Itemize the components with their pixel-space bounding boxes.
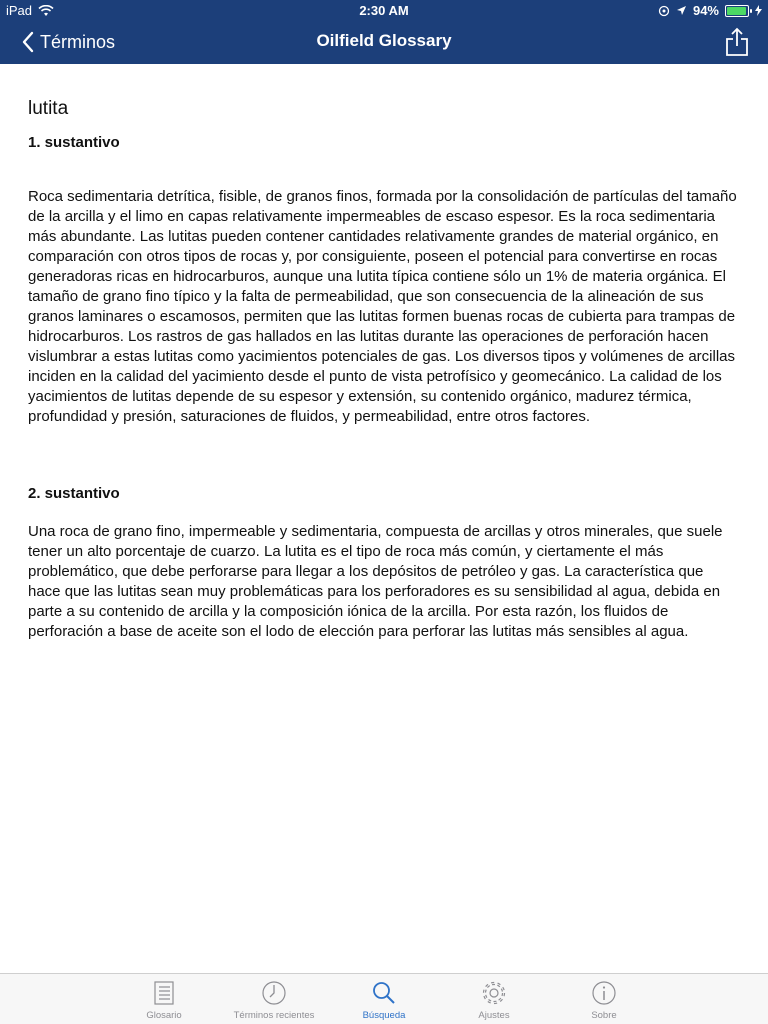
battery-icon [725,5,749,17]
back-button-label: Términos [40,31,116,52]
sense-1-heading: 1. sustantivo [28,134,120,151]
gear-icon [479,978,509,1008]
sense-1-definition: Roca sedimentaria detrítica, fisible, de granos finos, formada por la consolidación de partículas del tamaño de la arcilla y el limo en capas relativamente impermeables de escaso espesor. Es la roca sedimentaria más abundante. Las lutitas pueden contener cantidades relativamente grandes de material orgánico, en comparación con otros tipos de rocas y, por consiguiente, poseen el potencial para convertirse en rocas generadoras ricas en hidrocarburos, aunque una lutita típica contiene sólo un 1% de materia orgánica. El tamaño de grano fino típico y la falta de permeabilidad, que son consecuencia de la alineación de sus granos laminares o escamosos, permiten que las lutitas formen buenas rocas de cubierta para trampas de hidrocarburos. Los rastros de gas hallados en las lutitas durante las operaciones de perforación hacen vislumbrar a estas lutitas como yacimientos potenciales de gas. Los diversos tipos y volúmenes de arcillas inciden en la calidad del yacimiento desde el punto de vista petrofísico y geomecánico. La calidad de los yacimientos de lutitas depende de su espesor y extensión, su contenido orgánico, madurez térmica, profundidad y presión, saturaciones de fluidos, y permeabilidad, entre otros factores. [28,188,737,425]
sense-2-definition: Una roca de grano fino, impermeable y sedimentaria, compuesta de arcillas y otros minerales, que suele tener un alto porcentaje de cuarzo. La lutita es el tipo de roca más común, y ciertamente el más problemático, que debe perforarse para llegar a los depósitos de petróleo y gas. La característica que hace que las lutitas sean muy problemáticas para los perforadores es su sensibilidad al agua, debida en parte a su contenido de arcilla y la composición iónica de la arcilla. Por esta razón, los fluidos de perforación a base de aceite son el lodo de elección para perforar las lutitas más sensibles al agua. [28,523,723,640]
location-icon [676,5,687,16]
tab-glosario[interactable] [109,978,219,1022]
tab-label: Ajustes [478,1010,510,1021]
share-icon [724,27,750,57]
tab-ajustes[interactable] [439,978,549,1022]
nav-bar [0,20,768,64]
tab-label: Sobre [591,1010,617,1021]
tab-bar [0,973,768,1024]
tab-busqueda[interactable] [329,978,439,1022]
device-label: iPad [6,3,33,18]
tab-label: Términos recientes [233,1010,315,1021]
battery-percent: 94% [692,3,719,18]
clock-icon [259,978,289,1008]
navigation-header [0,0,768,64]
list-icon [149,978,179,1008]
alarm-icon [658,5,670,17]
tab-sobre[interactable] [549,978,659,1022]
info-icon [589,978,619,1008]
status-time: 2:30 AM [359,3,409,18]
tab-label: Glosario [146,1010,182,1021]
page-title: Oilfield Glossary [316,31,452,50]
glossary-entry [28,92,740,642]
tab-label: Búsqueda [362,1010,406,1021]
status-bar [0,0,768,20]
sense-2-heading: 2. sustantivo [28,485,120,502]
charging-icon [755,5,762,16]
entry-term: lutita [28,98,69,119]
share-button[interactable] [724,27,750,57]
search-icon [369,978,399,1008]
tab-terminos-recientes[interactable] [219,978,329,1022]
